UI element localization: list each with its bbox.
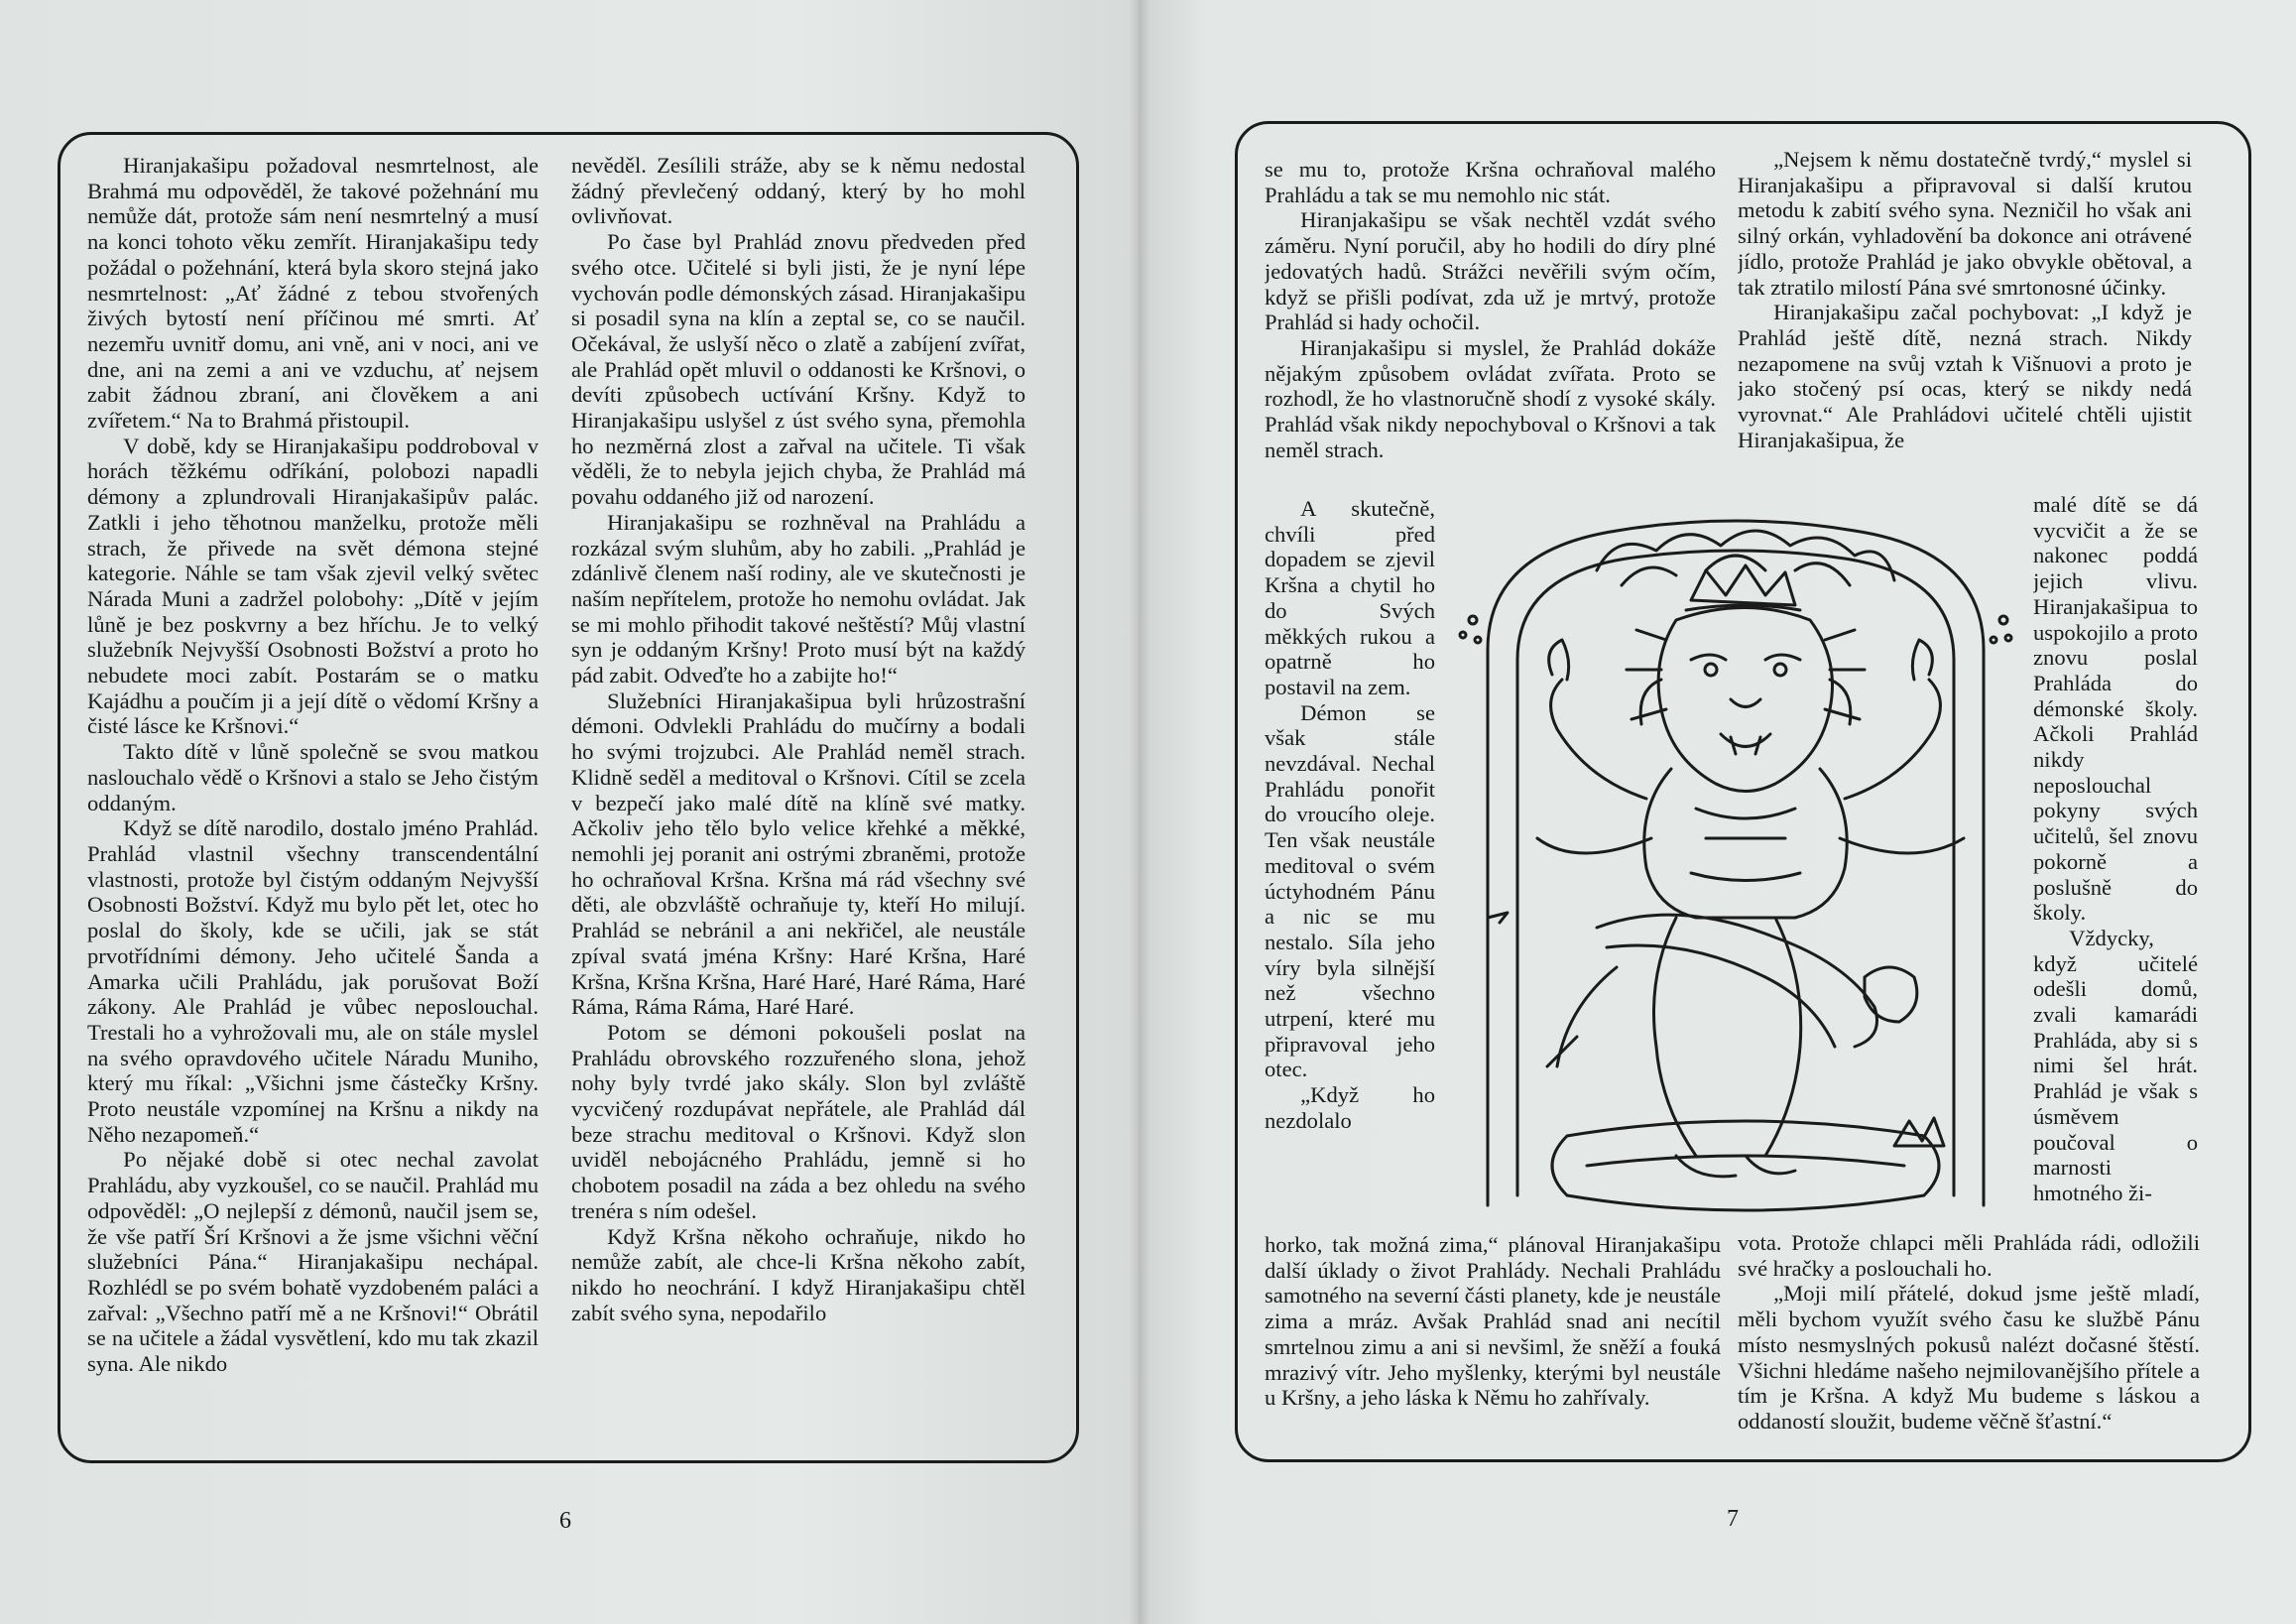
left-column-2	[571, 153, 1026, 1462]
page-number-right: 7	[1727, 1506, 1739, 1532]
right-column-2-top	[1738, 147, 2192, 492]
paragraph: se mu to, protože Kršna ochraňoval malého Prahládu a tak se mu nemohlo nic stát.	[1265, 157, 1716, 207]
paragraph: A skutečně, chvíli před dopadem se zjevil Kršna a chytil ho do Svých měkkých rukou a opatrně ho postavil na zem.	[1265, 496, 1435, 699]
right-column-1-bottom	[1265, 1232, 1721, 1455]
page-number-left: 6	[559, 1508, 571, 1534]
paragraph: Služebníci Hiranjakašipua byli hrůzostrašní démoni. Odvlekli Prahládu do mučírny a bodali ho svými trojzubci. Ale Prahlád neměl strach. Klidně seděl a meditoval o Kršnovi. Cítil se zcela v bezpečí jako malé dítě na klíně své matky. Ačkoliv jeho tělo bylo velice křehké a měkké, nemohli jej poranit ani ostrými zbraněmi, protože ho ochraňoval Kršna. Kršna má rád všechny své děti, ale obzvláště ochraňuje ty, kteří Ho milují. Prahlád se nebránil a ani nekřičel, ale neustále zpíval svatá jména Kršny: Haré Kršna, Haré Kršna, Kršna Kršna, Haré Haré, Haré Ráma, Haré Ráma, Ráma Ráma, Haré Haré.	[571, 687, 1026, 1020]
paragraph: „Nejsem k němu dostatečně tvrdý,“ myslel si Hiranjakašipu a připravoval si další krutou metodu k zabití svého syna. Nezničil ho však ani silný orkán, vyhladovění ba dokonce ani otrávené jídlo, protože Prahlád je jako obvykle obětoval, a tak ztratilo milostí Pána své smrtonosné účinky.	[1738, 147, 2192, 300]
paragraph: Hiranjakašipu se však nechtěl vzdát svého záměru. Nyní poručil, aby ho hodili do díry plné jedovatých hadů. Strážci nevěřili svým očím, když se přišli podívat, zda už je mrtvý, protože Prahlád si hady ochočil.	[1265, 207, 1716, 335]
paragraph: Když Kršna někoho ochraňuje, nikdo ho nemůže zabít, ale chce-li Kršna někoho zabít, nikdo ho neochrání. I když Hiranjakašipu chtěl zabít svého syna, nepodařilo	[571, 1223, 1026, 1325]
paragraph: Hiranjakašipu se rozhněval na Prahládu a rozkázal svým sluhům, aby ho zabili. „Prahlád je zdánlivě členem naší rodiny, ale ve skutečnosti je naším nepřítelem, protože ho nemohu ovládat. Jak se mi mohlo přihodit takové neštěstí? Můj vlastní syn je oddaným Kršny! Proto musí být na každý pád zabit. Odveďte ho a zabijte ho!“	[571, 509, 1026, 688]
paragraph: Po nějaké době si otec nechal zavolat Prahládu, aby vyzkoušel, co se naučil. Prahlád mu odpověděl: „O nejlepší z démonů, naučil jsem se, že vše patří Šrí Kršnovi a že jsme všichni věční služebníci Pána.“ Hiranjakašipu nechápal. Rozhlédl se po svém bohatě vyzdobeném paláci a zařval: „Všechno patří mě a ne Kršnovi!“ Obrátil se na učitele a žádal vysvětlení, kdo mu tak zkazil syna. Ale nikdo	[87, 1147, 539, 1377]
paragraph: Hiranjakašipu začal pochybovat: „I když je Prahlád ještě dítě, nezná strach. Nikdy nezapomene na svůj vztah k Višnuovi a proto je jako stočený psí ocas, který se nikdy nedá vyrovnat.“ Ale Prahládovi učitelé chtěli ujistit Hiranjakašipua, že	[1738, 300, 2192, 452]
paragraph: Vždycky, když učitelé odešli domů, zvali kamarádi Prahláda, aby si s nimi šel hrát. Prahlád je však s úsměvem poučoval o marnosti hmotného ži-	[2033, 925, 2198, 1205]
paragraph: horko, tak možná zima,“ plánoval Hiranjakašipu další úklady o život Prahlády. Nechali Prahládu samotného na severní části planety, kde je neustále zima a mráz. Avšak Prahlád snad ani necítil smrtelnou zimu a ani si nevšiml, že sněží a fouká mrazivý vítr. Jeho myšlenky, kterými byl neustále u Kršny, a jeho láska k Němu ho zahřívaly.	[1265, 1232, 1721, 1411]
left-column-1	[87, 153, 539, 1462]
narasimha-prahlad-illustration	[1448, 511, 2023, 1225]
paragraph: V době, kdy se Hiranjakašipu poddroboval v horách těžkému odříkání, polobozi napadli démony a zplundrovali Hiranjakašipův palác. Zatkli i jeho těhotnou manželku, protože měli strach, že přivede na svět démona stejné kategorie. Náhle se tam však zjevil velký světec Nárada Muni a zadržel polobohy: „Dítě v jejím lůně je bez poskvrny a bez hříchu. Je to velký služebník Nejvyšší Osobnosti Božství a proto ho nebudete moci zabít. Postarám se o matku Kajádhu a poučím ji a její dítě o vědomí Kršny a čisté lásce ke Kršnovi.“	[87, 433, 539, 739]
paragraph: Hiranjakašipu si myslel, že Prahlád dokáže nějakým způsobem ovládat zvířata. Proto se rozhodl, že ho vlastnoručně shodí z vysoké skály. Prahlád však nikdy nepochyboval o Kršnovi a tak neměl strach.	[1265, 334, 1716, 462]
paragraph: Po čase byl Prahlád znovu předveden před svého otce. Učitelé si byli jisti, že je nyní lépe vychován podle démonských zásad. Hiranjakašipu si posadil syna na klín a zeptal se, co se naučil. Očekával, že uslyší něco o zlatě a zabíjení zvířat, ale Prahlád opět mluvil o oddanosti ke Kršnovi, o devíti způsobech uctívání Kršny. Když to Hiranjakašipu uslyšel z úst svého syna, přemohla ho nezměrná zlost a zařval na učitele. Ti však věděli, že to nebyla jejich chyba, že Prahlád má povahu oddaného již od narození.	[571, 229, 1026, 510]
paragraph: „Moji milí přátelé, dokud jsme ještě mladí, měli bychom využít svého času ke službě Pánu místo nesmyslných pokusů nalézt dočasné štěstí. Všichni hledáme našeho nejmilovanějšího přítele a tím je Kršna. A když Mu budeme s láskou a oddaností sloužit, budeme věčně šťastní.“	[1738, 1281, 2200, 1434]
paragraph: Potom se démoni pokoušeli poslat na Prahládu obrovského rozzuřeného slona, jehož nohy byly tvrdé jako skály. Slon byl zvláště vycvičený rozdupávat nepřátele, ale Prahlád dál beze strachu meditoval o Kršnovi. Když slon uviděl nebojácného Prahládu, jemně si ho chobotem posadil na záda a bez ohledu na svého trenéra s ním odešel.	[571, 1019, 1026, 1223]
paragraph: Hiranjakašipu požadoval nesmrtelnost, ale Brahmá mu odpověděl, že takové požehnání mu nemůže dát, protože sám není nesmrtelný a musí na konci tohoto věku zemřít. Hiranjakašipu tedy požádal o požehnání, která byla skoro stejná jako nesmrtelnost: „Ať žádné z tebou stvořených živých bytostí není příčinou mé smrti. Ať nezemřu uvnitř domu, ani vně, ani v noci, ani ve dne, ani na zemi a ani ve vzduchu, ať nejsem zabit žádnou zbraní, ani člověkem a ani zvířetem.“ Na to Brahmá přistoupil.	[87, 153, 539, 434]
right-column-2-side	[2033, 492, 2198, 1226]
right-column-1-top	[1265, 157, 1716, 494]
book-gutter	[1129, 0, 1150, 1624]
right-column-1-side	[1265, 496, 1435, 1230]
paragraph: Démon se však stále nevzdával. Nechal Prahládu ponořit do vroucího oleje. Ten však neustále meditoval o svém úctyhodném Pánu a nic se mu nestalo. Síla jeho víry byla silnější než všechno utrpení, které mu připravoval jeho otec.	[1265, 699, 1435, 1082]
paragraph: nevěděl. Zesílili stráže, aby se k němu nedostal žádný převlečený oddaný, který by ho mohl ovlivňovat.	[571, 153, 1026, 229]
paragraph: Když se dítě narodilo, dostalo jméno Prahlád. Prahlád vlastnil všechny transcendentální vlastnosti, protože byl čistým oddaným Nejvyšší Osobnosti Božství. Když mu bylo pět let, otec ho poslal do školy, kde se učili, jak se stát prvotřídními démony. Jeho učitelé Šanda a Amarka učili Prahládu, jak porušovat Boží zákony. Ale Prahlád je vůbec neposlouchal. Trestali ho a vyhrožovali mu, ale on stále myslel na svého opravdového učitele Náradu Muniho, který mu říkal: „Všichni jsme částečky Kršny. Proto neustále vzpomínej na Kršnu a nikdy na Něho nezapomeň.“	[87, 815, 539, 1147]
paragraph: „Když ho nezdolalo	[1265, 1082, 1435, 1133]
paragraph: Takto dítě v lůně společně se svou matkou naslouchalo vědě o Kršnovi a stalo se Jeho čistým oddaným.	[87, 739, 539, 815]
paragraph: malé dítě se dá vycvičit a že se nakonec poddá jejich vlivu. Hiranjakašipua to uspokojilo a proto znovu poslal Prahláda do démonské školy. Ačkoli Prahlád nikdy neposlouchal pokyny svých učitelů, šel znovu pokorně a poslušně do školy.	[2033, 492, 2198, 926]
right-column-2-bottom	[1738, 1230, 2200, 1458]
paragraph: vota. Protože chlapci měli Prahláda rádi, odložili své hračky a poslouchali ho.	[1738, 1230, 2200, 1281]
